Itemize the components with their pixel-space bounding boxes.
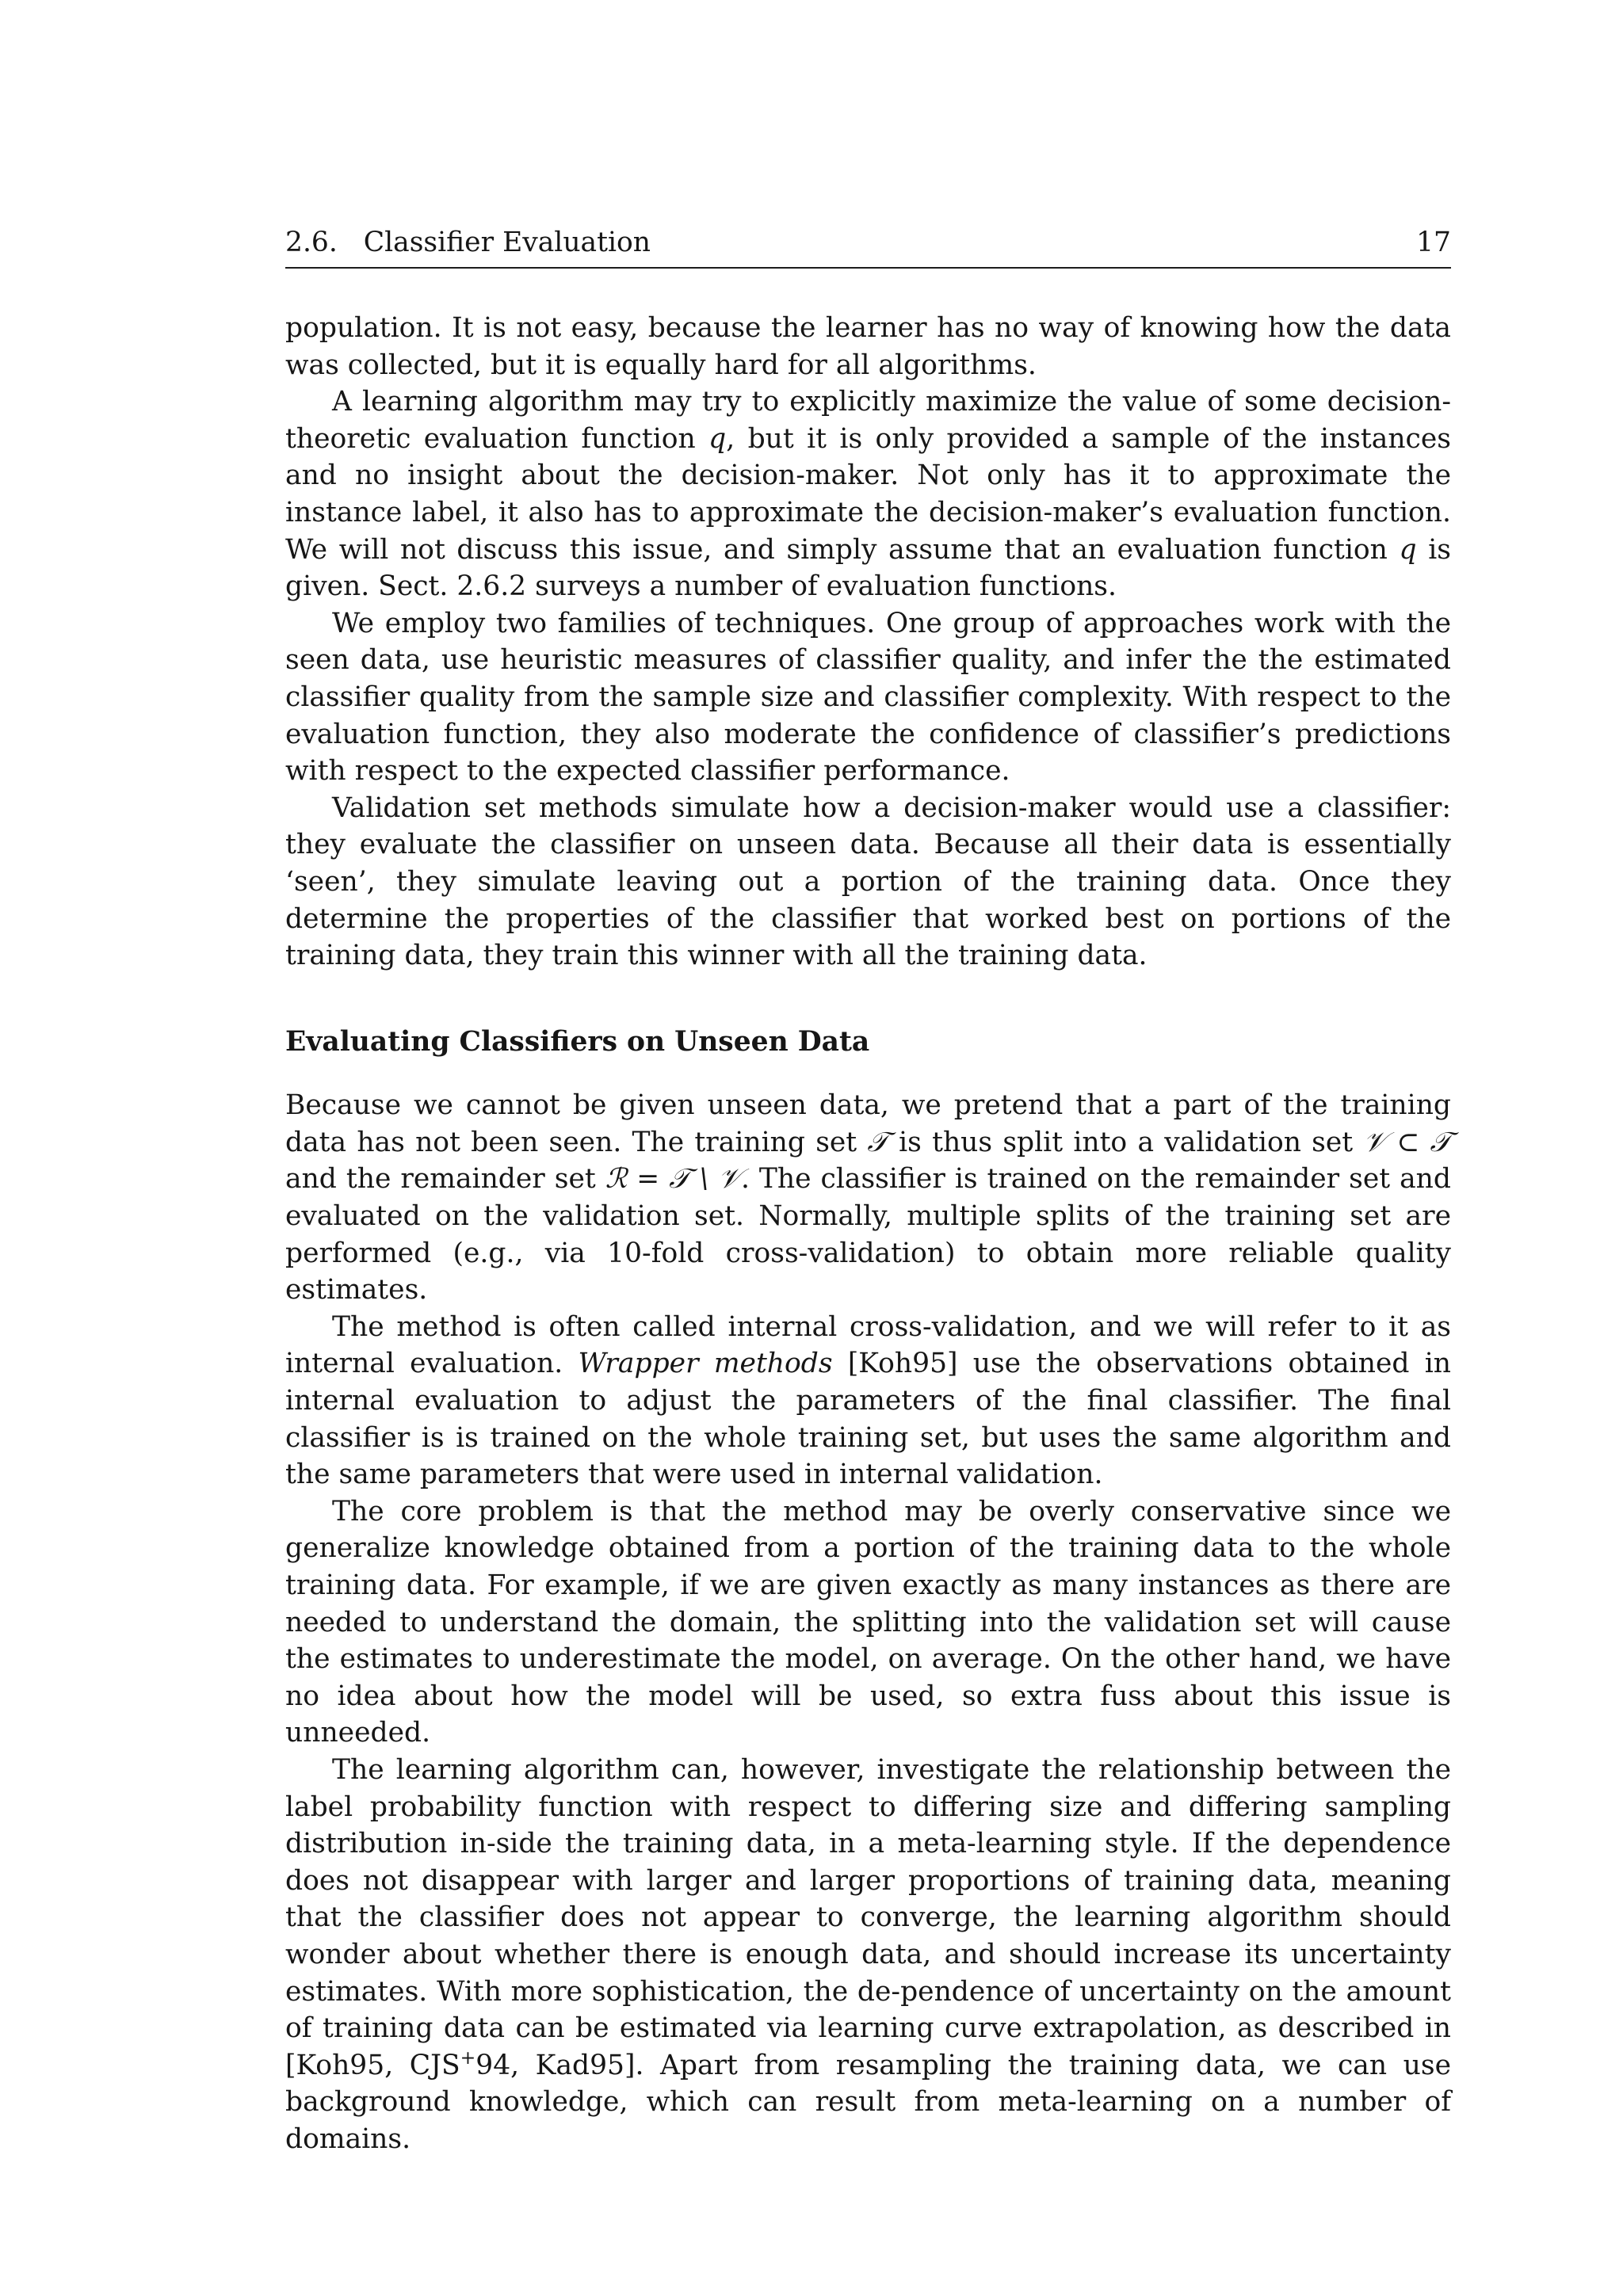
- math-symbol: 𝒯: [867, 1126, 888, 1158]
- math-symbol: q: [708, 422, 727, 455]
- paragraph: [285, 383, 1451, 605]
- paragraph-text: The learning algorithm can, however, investigate the relationship between the label probability function with respect to differing size and differing sampling distribution in-side the training data, in a meta-learning style. If the dependence does not disappear with larger and larger proportions of training data, meaning that the classifier does not appear to converge, the learning algorithm should wonder about whether there is enough data, and should increase its uncertainty estimates. With more sophistication, the de-pendence of uncertainty on the amount of training data can be estimated via learning curve extrapolation, as described in [Koh95, CJS: [285, 1753, 1451, 2081]
- paragraph: [285, 1493, 1451, 1752]
- page-number: 17: [1416, 227, 1451, 258]
- math-expression: ℛ = 𝒯 \ 𝒱: [605, 1163, 741, 1196]
- paragraph: [285, 1752, 1451, 2158]
- paragraph-text: Validation set methods simulate how a decision-maker would use a classifier: they evaluate the classifier on unseen data. Because all their data is essentially ‘seen’, they simulate leaving out a portion of the training data. Once they determine the properties of the classifier that worked best on portions of the training data, they train this winner with all the training data.: [285, 791, 1451, 972]
- math-symbol: q: [1399, 533, 1417, 566]
- superscript: +: [460, 2046, 476, 2069]
- paragraph-text: The core problem is that the method may be overly conservative since we generalize knowledge obtained from a portion of the training data to the whole training data. For example, if we are given exactly as many instances as there are needed to understand the domain, the splitting into the validation set will cause the estimates to underestimate the model, on average. On the other hand, we have no idea about how the model will be used, so extra fuss about this issue is unneeded.: [285, 1495, 1451, 1749]
- body-text: [285, 310, 1451, 2158]
- paragraph-text: is given. Sect. 2.6.2 surveys a number of evaluation functions.: [285, 533, 1451, 603]
- paragraph-text: . The classifier is trained on the remainder set and evaluated on the validation set. Normally, multiple splits of the training set are performed (e.g., via 10-fold cross-validation) to obtain more reliable quality estimates.: [285, 1163, 1451, 1306]
- emphasis-text: Wrapper methods: [578, 1348, 833, 1380]
- section-heading: Evaluating Classifiers on Unseen Data: [285, 1025, 870, 1058]
- paragraph-text: A learning algorithm may try to explicitly maximize the value of some decision-theoretic evaluation function: [285, 386, 1451, 455]
- paragraph: [285, 605, 1451, 790]
- paragraph: [285, 790, 1451, 974]
- paragraph-text: , but it is only provided a sample of the instances and no insight about the decision-maker. Not only has it to approximate the instance label, it also has to approximate the decision-maker’s evaluation function. We will not discuss this issue, and simply assume that an evaluation function: [285, 422, 1451, 566]
- page: [285, 224, 1451, 2158]
- paragraph-text: [Koh95] use the observations obtained in internal evaluation to adjust the parameters of the final classifier. The final classifier is is trained on the whole training set, but uses the same algorithm and the same parameters that were used in internal validation.: [285, 1348, 1452, 1491]
- paragraph: [285, 1309, 1451, 1493]
- section-title: 2.6. Classifier Evaluation: [285, 227, 651, 258]
- paragraph-text: 94, Kad95]. Apart from resampling the training data, we can use background knowledge, which can result from meta-learning on a number of domains.: [285, 2049, 1451, 2155]
- paragraph-text: is thus split into a validation set: [888, 1126, 1364, 1158]
- paragraph: [285, 1087, 1451, 1309]
- paragraph-text: and the remainder set: [285, 1163, 605, 1196]
- paragraph-text: population. It is not easy, because the learner has no way of knowing how the data was collected, but it is equally hard for all algorithms.: [285, 312, 1451, 381]
- paragraph-text: The method is often called internal cross-validation, and we will refer to it as internal evaluation.: [285, 1310, 1451, 1380]
- paragraph-text: Because we cannot be given unseen data, we pretend that a part of the training data has not been seen. The training set: [285, 1089, 1451, 1158]
- paragraph: [285, 310, 1451, 383]
- math-expression: 𝒱 ⊂ 𝒯: [1363, 1126, 1451, 1158]
- paragraph-text: We employ two families of techniques. One group of approaches work with the seen data, use heuristic measures of classifier quality, and infer the the estimated classifier quality from the sample size and classifier complexity. With respect to the evaluation function, they also moderate the confidence of classifier’s predictions with respect to the expected classifier performance.: [285, 607, 1451, 788]
- running-head: [285, 224, 1451, 269]
